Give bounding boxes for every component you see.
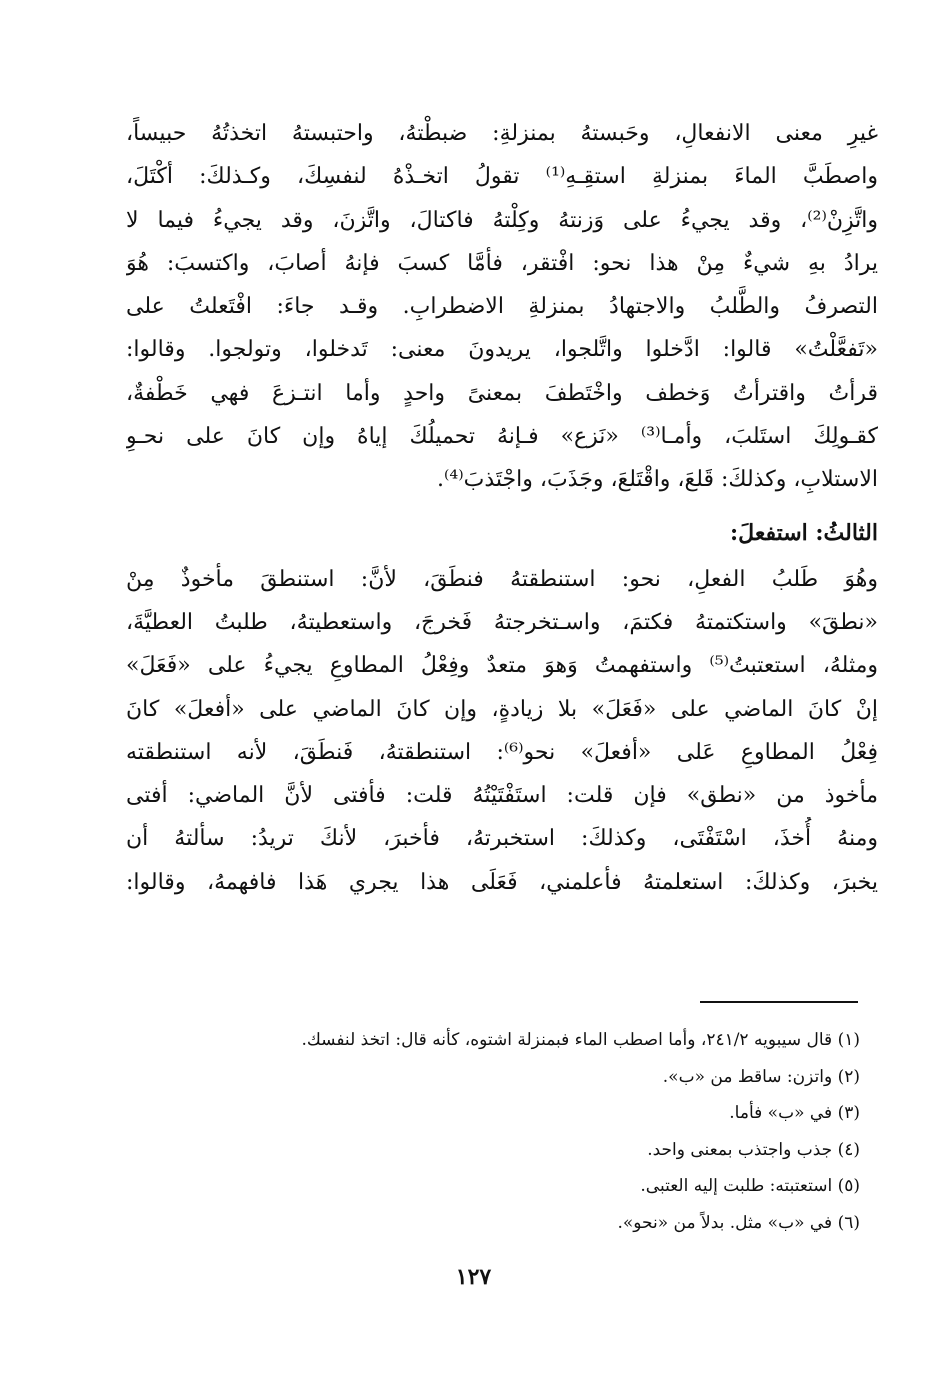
- main-text: [126, 112, 878, 904]
- section: [126, 508, 878, 558]
- text-line: كقـولِكَ استَلبَ، وأمـا⁽³⁾ «نَزع» فـإنهُ تحميلُكَ إياهُ وإن كانَ على نحـوِ: [126, 424, 878, 450]
- footnote: (٢) واتزن: ساقط من «ب».: [662, 1066, 860, 1087]
- text-line: غيرِ معنى الانفعالِ، وحَبستهُ بمنزلةِ: ضبطْتهُ، واحتبستهُ اتخذتُهُ حبيساً،: [126, 121, 878, 146]
- text-line: يخبرَ، وكذلكَ: استعلمتهُ فأعلمني، فَعَلَى هذا يجري هَذا فافهمهُ، وقالوا:: [126, 869, 878, 895]
- paragraph-1: [126, 112, 878, 502]
- text-line: قرأتُ واقترأتُ وَخطف واخْتَطفَ بمعنىً واحدٍ وأما انتـزعَ فهي خَطْفةٌ،: [126, 380, 878, 406]
- footnote: (١) قال سيبويه ٢٤١/٢، وأما اصطب الماء فبمنزلة اشتوه، كأنه قال: اتخذ لنفسك.: [301, 1030, 860, 1050]
- text-line: يرادُ بهِ شيءٌ مِنْ هذا نحو: افْتقر، فأمَّا كسبَ فإنهُ أصابَ، واكتسبَ: هُوَ: [126, 250, 878, 276]
- text-line: ومثلهُ، استعتبتُ⁽⁵⁾ واستفهمتُ وَهوَ متعدٌ وفِعْلُ المطاوعِ يجيءُ على «فَعَلَ»: [126, 653, 878, 679]
- text-line: «نطقَ» واستكتمتهُ فكتمَ، واسـتخرجتهُ فَخرجَ، واستعطيتهُ، طلبتُ العطيَّةَ،: [126, 609, 878, 635]
- text-line: واصطَبَّ الماءَ بمنزلةِ استقِـهِ⁽¹⁾ تقولُ اتخـذْهُ لنفسِكَ، وكـذلكَ: أكْتَلَ،: [126, 164, 878, 190]
- text-line: الاستلابِ، وكذلكَ: قَلعَ، واقْتَلعَ، وجَذَبَ، واجْتَذبَ⁽⁴⁾.: [437, 467, 878, 493]
- footnote: (٣) في «ب» فأما.: [729, 1103, 860, 1124]
- footnote-separator: [700, 1001, 858, 1003]
- text-line: فِعْلُ المطاوعِ عَلى «أفعلَ» نحو⁽⁶⁾: استنطقتهُ، فَنطَقَ، لأنه استنطقته: [126, 739, 878, 765]
- text-line: «تَفعَّلْتُ» قالوا: ادَّخلوا واتَّلجوا، يريدونَ معنى: تَدخلوا، وتولجوا. وقالوا:: [126, 337, 878, 363]
- text-line: مأخوذ من «نطق» فإن قلت: استَفْتَيْتُهُ قلت: فأفتى لأنَّ الماضي: أفتى: [126, 783, 878, 809]
- text-line: واتَّزِنْ⁽²⁾، وقد يجيءُ على وَزنتهُ وكِلْتهُ فاكتالَ، واتَّزنَ، وقد يجيءُ فيما لا: [126, 207, 878, 233]
- text-line: وهُوَ طَلبُ الفعلِ، نحو: استنطقتهُ فنطَقَ، لأنَّ: استنطقَ مأخوذٌ مِنْ: [126, 566, 878, 592]
- footnote: (٥) استعتبته: طلبت إليه العتبى.: [640, 1176, 860, 1197]
- text-line: ومنهُ أُخذَ، اسْتَفْتَى، وكذلكَ: استخبرتهُ، فأخبرَ، لأنكَ تريدُ: سألتهُ أن: [126, 826, 878, 852]
- footnotes: [200, 1022, 860, 1242]
- text-line: التصرفُ والطَّلبُ والاجتهادُ بمنزلةِ الاضطرابِ. وقـد جاءَ: افْتَعلتُ على: [126, 294, 878, 320]
- text-line: إنْ كانَ الماضي على «فَعَلَ» بلا زيادةٍ، وإن كانَ الماضي على «أفعلَ» كانَ: [126, 696, 878, 722]
- footnote: (٦) في «ب» مثل. بدلاً من «نحو».: [617, 1212, 860, 1233]
- section-heading: الثالثُ: استفعلَ:: [730, 519, 878, 546]
- paragraph-2: [126, 558, 878, 904]
- page-number: ١٢٧: [455, 1264, 492, 1290]
- footnote: (٤) جذب واجتذب بمعنى واحد.: [647, 1139, 860, 1160]
